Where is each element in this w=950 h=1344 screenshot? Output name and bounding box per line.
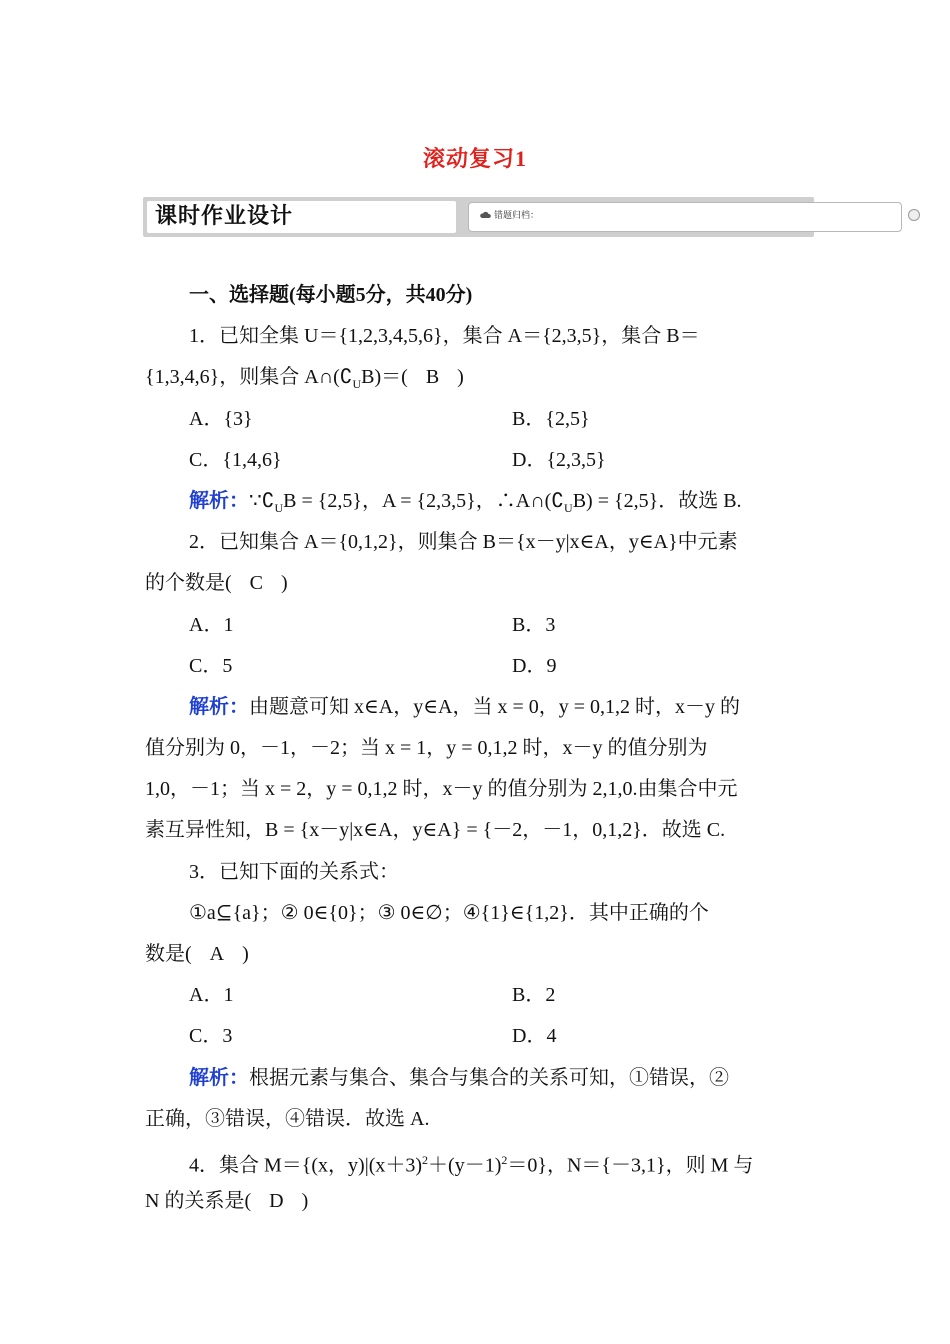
error-archive-field[interactable] [468,202,902,232]
q1-stem-line1: 1．已知全集 U＝{1,2,3,4,5,6}，集合 A＝{2,3,5}，集合 B＝ [189,325,700,348]
q1-answer: B [425,366,440,389]
explain-label: 解析： [189,695,249,718]
q2-option-a: A．1 [189,613,234,636]
q2-stem-line2: 的个数是( C ) [145,563,810,604]
q4-answer: D [269,1190,284,1213]
q1-option-c: C．{1,4,6} [189,448,282,471]
q2-explanation-line4: 素互异性知，B = {x－y|x∈A，y∈A} = {－2，－1，0,1,2}．故选 C. [145,819,726,842]
q3-stem-line1: 3．已知下面的关系式： [189,860,399,883]
page-title: 滚动复习1 [422,146,527,171]
q2-option-b: B．3 [512,613,556,636]
error-archive-hint [479,208,539,221]
q3-option-b: B．2 [512,984,556,1007]
banner-label: 课时作业设计 [147,201,456,233]
exercise-content [145,275,810,1222]
q3-explanation-line1: 解析：根据元素与集合、集合与集合的关系可知，①错误，② [189,1066,729,1089]
q2-explanation-line3: 1,0，－1；当 x = 2，y = 0,1,2 时，x－y 的值分别为 2,1,0.由集合中元 [145,778,738,801]
cloud-icon [479,211,491,219]
q3-option-a: A．1 [189,984,234,1007]
refresh-icon[interactable] [908,209,920,221]
q2-options-row1 [145,605,810,646]
q2-answer: C [249,572,264,595]
q3-option-d: D．4 [512,1025,557,1048]
homework-banner [143,197,814,237]
explain-label: 解析： [189,489,249,512]
q1-option-d: D．{2,3,5} [512,448,606,471]
q2-option-d: D．9 [512,654,557,677]
q2-stem-line1: 2．已知集合 A＝{0,1,2}，则集合 B＝{x－y|x∈A，y∈A}中元素 [189,531,738,554]
q3-stem-line2: ①a⊆{a}；② 0∈{0}；③ 0∈∅；④{1}∈{1,2}．其中正确的个 [189,901,709,924]
q1-options-row2 [145,440,810,481]
q3-stem-line3: 数是( A ) [145,934,810,975]
q3-options-row2 [145,1016,810,1057]
section-heading: 一、选择题(每小题5分，共40分) [189,284,473,306]
q1-stem-line2: {1,3,4,6}，则集合 $A\cap(∁_UB)=$( B ) [145,357,810,398]
q4-stem-line2: N 的关系是( D ) [145,1181,810,1222]
q1-explanation: 解析：$\because∁_UB = \{2,5\}$，A = {2,3,5}，$\therefore A\cap(∁_UB) = \{2,5\}$．故选 B. [189,489,742,515]
explain-label: 解析： [189,1066,249,1089]
q2-option-c: C．5 [189,654,233,677]
q1-options-row1 [145,399,810,440]
q1-option-b: B．{2,5} [512,407,590,430]
q3-option-c: C．3 [189,1025,233,1048]
q4-stem-line1: 4．集合 M＝{(x，$y)|(x+3)^2+(y-1)^2=0$}，N＝{－3,1}，则 M 与 [189,1152,754,1177]
q2-options-row2 [145,646,810,687]
q2-explanation-line2: 值分别为 0，－1，－2；当 x = 1，y = 0,1,2 时，x－y 的值分别为 [145,737,708,760]
error-archive-label: 错题归档： [494,211,540,221]
q3-options-row1 [145,975,810,1016]
q3-explanation-line2: 正确，③错误，④错误．故选 A. [145,1107,430,1130]
q1-option-a: A．{3} [189,407,253,430]
q2-explanation-line1: 解析：由题意可知 x∈A，y∈A，当 x = 0，y = 0,1,2 时，x－y 的 [189,695,741,718]
q3-answer: A [209,943,225,965]
